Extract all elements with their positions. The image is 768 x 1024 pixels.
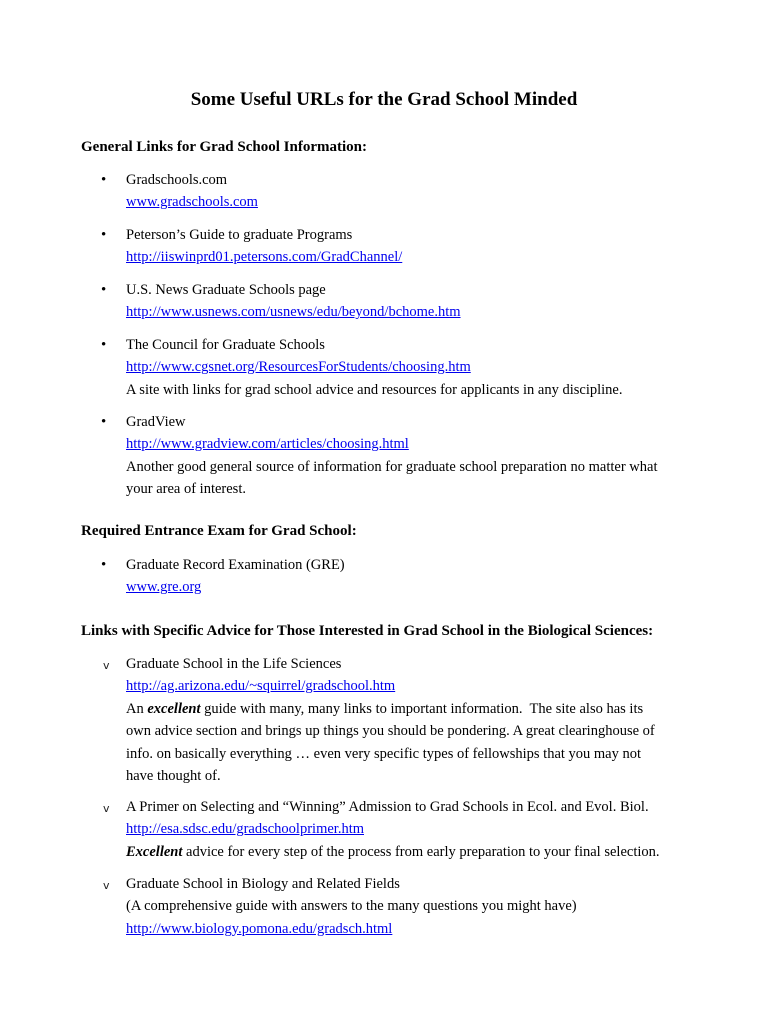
- link-description: [126, 698, 701, 720]
- url-link[interactable]: http://esa.sdsc.edu/gradschoolprimer.htm: [126, 821, 364, 838]
- url-link[interactable]: http://www.gradview.com/articles/choosing.html: [126, 436, 409, 453]
- bullet-icon: [101, 411, 117, 433]
- url-link[interactable]: http://www.biology.pomona.edu/gradsch.html: [126, 920, 393, 937]
- link-title: Graduate Record Examination (GRE): [126, 557, 345, 573]
- link-title: Gradschools.com: [126, 172, 228, 188]
- link-title: GradView: [126, 414, 186, 430]
- link-description: [126, 841, 701, 863]
- list-item: [81, 554, 701, 599]
- url-link[interactable]: http://www.usnews.com/usnews/edu/beyond/bchome.htm: [126, 304, 461, 321]
- section-heading-entrance-exam: Required Entrance Exam for Grad School:: [81, 523, 357, 539]
- list-item: [81, 224, 701, 269]
- link-title: The Council for Graduate Schools: [126, 337, 325, 353]
- link-description: Another good general source of information for graduate school preparation no matter what: [126, 458, 658, 475]
- link-description: have thought of.: [126, 768, 221, 785]
- link-title: Graduate School in Biology and Related Fields: [126, 876, 400, 892]
- link-title: U.S. News Graduate Schools page: [126, 282, 326, 298]
- url-link[interactable]: http://ag.arizona.edu/~squirrel/gradschool.htm: [126, 678, 396, 695]
- emphasis-text: Excellent: [126, 843, 183, 860]
- link-description: A site with links for grad school advice and resources for applicants in any discipline.: [126, 381, 623, 398]
- url-link[interactable]: www.gradschools.com: [126, 194, 258, 211]
- link-description: info. on basically everything … even very specific types of fellowships that you may not: [126, 745, 642, 762]
- description-text: guide with many, many links to important information. The site also has its: [200, 700, 644, 717]
- list-item: [81, 411, 701, 501]
- list-item: [81, 334, 701, 401]
- link-description: own advice section and brings up things you should be pondering. A great clearinghouse of: [126, 723, 655, 740]
- link-description: (A comprehensive guide with answers to the many questions you might have): [126, 898, 577, 915]
- checkmark-bullet-icon: v: [103, 659, 110, 672]
- link-description: your area of interest.: [126, 481, 246, 498]
- bullet-icon: [101, 169, 117, 191]
- bullet-icon: [101, 554, 117, 576]
- list-item: [81, 796, 701, 863]
- list-item: [81, 873, 701, 940]
- list-item: [81, 169, 701, 214]
- url-link[interactable]: http://www.cgsnet.org/ResourcesForStudents/choosing.htm: [126, 359, 471, 376]
- url-link[interactable]: www.gre.org: [126, 579, 202, 596]
- description-text: An: [126, 700, 148, 717]
- checkmark-bullet-icon: v: [103, 879, 110, 892]
- checkmark-bullet-icon: v: [103, 802, 110, 815]
- link-title: Graduate School in the Life Sciences: [126, 656, 342, 672]
- bullet-icon: [101, 279, 117, 301]
- link-title: Peterson’s Guide to graduate Programs: [126, 227, 353, 243]
- list-item: [81, 653, 701, 787]
- list-item: [81, 279, 701, 324]
- url-link[interactable]: http://iiswinprd01.petersons.com/GradChannel/: [126, 249, 403, 266]
- emphasis-text: excellent: [147, 700, 201, 717]
- section-heading-general-links: General Links for Grad School Information:: [81, 139, 367, 155]
- bullet-icon: [101, 334, 117, 356]
- bullet-icon: [101, 224, 117, 246]
- section-heading-biological-sciences: Links with Specific Advice for Those Interested in Grad School in the Biological Sciences:: [81, 623, 654, 639]
- link-title: A Primer on Selecting and “Winning” Admission to Grad Schools in Ecol. and Evol. Biol.: [126, 799, 649, 815]
- description-text: advice for every step of the process from early preparation to your final selection.: [182, 843, 660, 860]
- page-title: Some Useful URLs for the Grad School Minded: [190, 89, 578, 110]
